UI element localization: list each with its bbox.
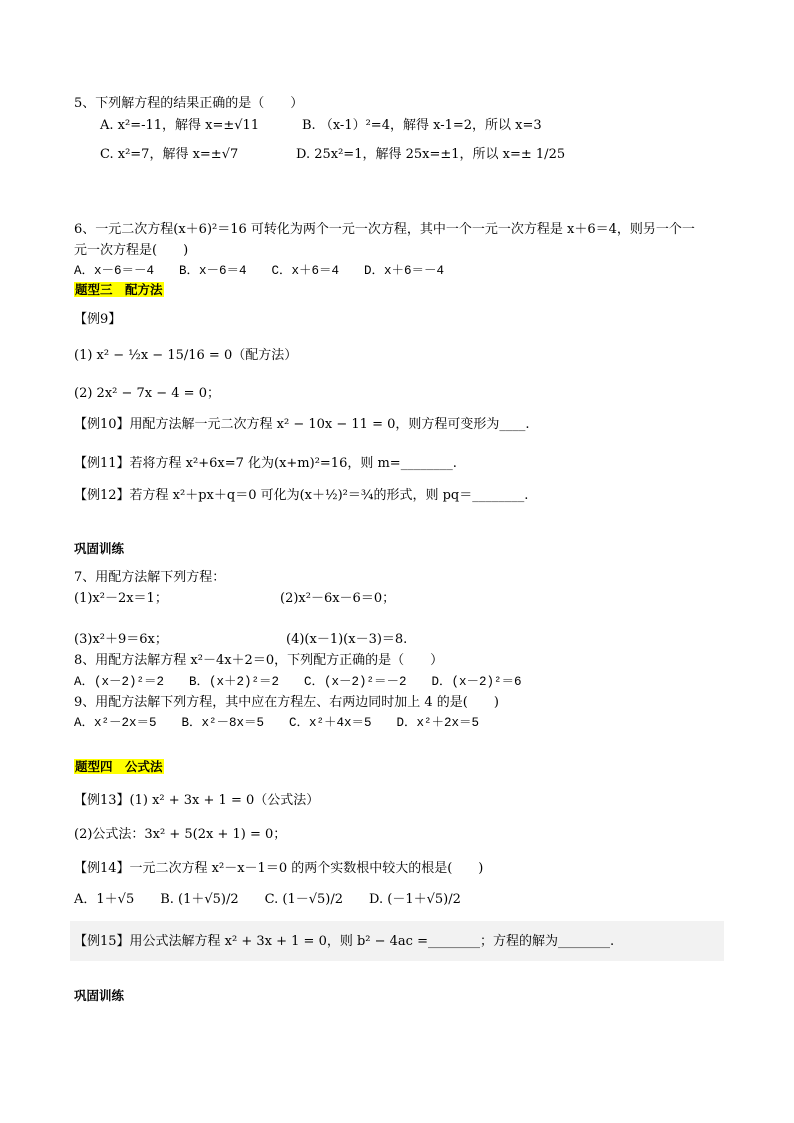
type4-heading xyxy=(74,758,164,777)
q5-option-b: B. （x-1）²=4，解得 x-1=2，所以 x=3 xyxy=(302,118,542,133)
practice1-title: 巩固训练 xyxy=(74,541,125,556)
q7-part3: (3)x²＋9＝6x； xyxy=(74,632,168,647)
q5-option-c: C. x²=7，解得 x=±√7 xyxy=(100,147,239,162)
ex14-options: A．1＋√5 B. (1＋√5)/2 C. (1－√5)/2 D. (－1＋√5)/2 xyxy=(74,892,461,907)
ex13-part2: (2)公式法：3x² + 5(2x + 1) = 0； xyxy=(74,827,287,842)
q6-options: A．x－6＝－4 B．x－6＝4 C．x＋6＝4 D．x＋6＝－4 xyxy=(74,264,445,278)
q7-part4: (4)(x－1)(x－3)＝8. xyxy=(286,632,408,647)
type4-title: 题型四 公式法 xyxy=(75,759,163,774)
q7-part2: (2)x²－6x－6＝0； xyxy=(280,591,396,606)
type3-heading xyxy=(74,281,164,300)
q8-options: A．(x－2)²＝2 B．(x＋2)²＝2 C．(x－2)²＝－2 D．(x－2)²＝6 xyxy=(74,675,522,689)
ex15: 【例15】用公式法解方程 x² + 3x + 1 = 0，则 b² − 4ac =________；方程的解为________. xyxy=(74,934,615,949)
q7-stem: 7、用配方法解下列方程： xyxy=(74,570,226,585)
q9-options: A．x²－2x＝5 B．x²－8x＝5 C．x²＋4x＝5 D．x²＋2x＝5 xyxy=(74,716,480,730)
ex9-label: 【例9】 xyxy=(74,312,122,327)
ex13-part1: 【例13】(1) x² + 3x + 1 = 0（公式法） xyxy=(74,793,320,808)
q7-part1: (1)x²－2x＝1； xyxy=(74,591,168,606)
q5-option-a: A. x²=-11，解得 x=±√11 xyxy=(100,118,260,133)
q9-stem: 9、用配方法解下列方程，其中应在方程左、右两边同时加上 4 的是( ) xyxy=(74,695,499,710)
q5-option-d: D. 25x²=1，解得 25x=±1，所以 x=± 1/25 xyxy=(296,147,566,162)
ex9-part2: (2) 2x² − 7x − 4 = 0； xyxy=(74,386,220,401)
q6-line2: 元一次方程是( ) xyxy=(74,243,189,258)
q6-line1: 6、一元二次方程(x＋6)²＝16 可转化为两个一元一次方程，其中一个一元一次方程是 x＋6＝4，则另一个一 xyxy=(74,222,695,237)
q8-stem: 8、用配方法解方程 x²－4x＋2＝0，下列配方正确的是（ ） xyxy=(74,653,444,668)
ex10: 【例10】用配方法解一元二次方程 x² − 10x − 11 = 0，则方程可变形为____. xyxy=(74,417,530,432)
ex9-part1: (1) x² − ½x − 15/16 = 0（配方法） xyxy=(74,348,298,363)
ex11: 【例11】若将方程 x²+6x=7 化为(x+m)²=16，则 m=________. xyxy=(74,456,457,471)
q5-stem: 5、下列解方程的结果正确的是（ ） xyxy=(74,96,304,111)
practice2-title: 巩固训练 xyxy=(74,988,125,1003)
ex12: 【例12】若方程 x²＋px＋q＝0 可化为(x＋½)²＝¾的形式，则 pq＝________. xyxy=(74,488,529,503)
type3-title: 题型三 配方法 xyxy=(75,282,163,297)
ex14-stem: 【例14】一元二次方程 x²－x－1＝0 的两个实数根中较大的根是( ) xyxy=(74,861,484,876)
